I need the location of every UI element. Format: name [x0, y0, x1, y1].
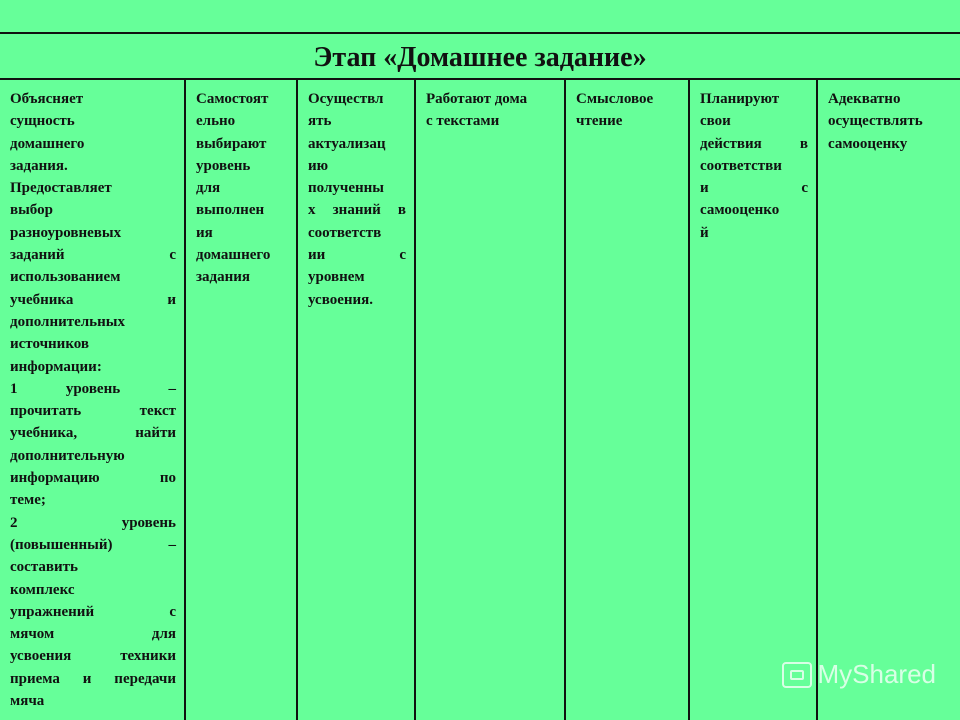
watermark-text: MyShared	[817, 659, 936, 689]
text-line: сущность	[10, 113, 75, 130]
text-line: самооценку	[828, 135, 908, 152]
text-line: составить	[10, 559, 78, 576]
text-line: для	[196, 180, 221, 197]
text-line: Планируют	[700, 91, 780, 107]
text-line: дополнительных	[10, 313, 125, 330]
text-line: чтение	[576, 113, 623, 130]
text-line: с текстами	[426, 113, 500, 130]
text-line: соответстви	[700, 157, 782, 174]
text-line: домашнего	[196, 247, 271, 264]
text-line: приема и передачи	[10, 670, 176, 687]
text-line: Адекватно	[828, 91, 901, 107]
text-line: учебника, найти	[10, 425, 176, 442]
column-cognitive-activity	[416, 80, 566, 720]
text-line: Смысловое	[576, 91, 654, 107]
column-personal-uud	[298, 80, 416, 720]
text-line: мячом для	[10, 626, 176, 643]
column-teacher-activity	[0, 80, 186, 720]
text-line: комплекс	[10, 581, 75, 598]
text-line: действия в	[700, 135, 808, 152]
text-line: осуществлять	[828, 113, 923, 130]
text-line: выбор	[10, 202, 53, 219]
presentation-icon	[782, 662, 812, 688]
text-line: усвоения.	[308, 291, 374, 308]
text-line: учебника и	[10, 291, 176, 308]
column-cognitive-uud	[566, 80, 690, 720]
text-line: Объясняет	[10, 91, 84, 107]
text-line: 1 уровень –	[10, 380, 176, 397]
text-line: задания	[196, 269, 251, 286]
text-line: мяча	[10, 693, 45, 710]
text-line: теме;	[10, 492, 46, 509]
text-line: выбирают	[196, 135, 267, 152]
text-line: полученны	[308, 180, 384, 197]
text-line: усвоения техники	[10, 648, 176, 665]
text-line: задания.	[10, 157, 68, 174]
text-line: использованием	[10, 269, 121, 286]
text-line: ии с	[308, 247, 406, 264]
text-line: заданий с	[10, 247, 176, 264]
text-line: домашнего	[10, 135, 85, 152]
text-line: (повышенный) –	[10, 536, 176, 553]
text-line: Самостоят	[196, 91, 269, 107]
text-line: ять	[308, 113, 332, 130]
text-line: информации:	[10, 358, 102, 375]
text-line: разноуровневых	[10, 224, 122, 241]
text-line: ия	[196, 224, 213, 241]
text-line: дополнительную	[10, 447, 125, 464]
text-line: уровнем	[308, 269, 365, 286]
text-line: выполнен	[196, 202, 265, 219]
text-line: самооценко	[700, 202, 780, 219]
text-line: Осуществл	[308, 91, 384, 107]
table-columns	[0, 80, 960, 720]
text-line: соответств	[308, 224, 382, 241]
text-line: ельно	[196, 113, 236, 130]
text-line: и с	[700, 180, 808, 197]
table-title: Этап «Домашнее задание»	[0, 34, 960, 80]
text-line: Работают дома	[426, 91, 528, 107]
text-line: источников	[10, 336, 89, 353]
text-line: информацию по	[10, 470, 176, 487]
homework-stage-table	[0, 32, 960, 720]
column-regulatory-uud	[818, 80, 960, 720]
text-line: прочитать текст	[10, 403, 176, 420]
column-regulatory-activity	[690, 80, 818, 720]
text-line: ию	[308, 157, 329, 174]
column-student-activity	[186, 80, 298, 720]
text-line: свои	[700, 113, 731, 130]
text-line: х знаний в	[308, 202, 406, 219]
text-line: 2 уровень	[10, 514, 176, 531]
text-line: й	[700, 224, 709, 241]
text-line: актуализац	[308, 135, 386, 152]
text-line: Предоставляет	[10, 180, 112, 197]
text-line: уровень	[196, 157, 251, 174]
text-line: упражнений с	[10, 603, 176, 620]
watermark	[782, 659, 937, 690]
